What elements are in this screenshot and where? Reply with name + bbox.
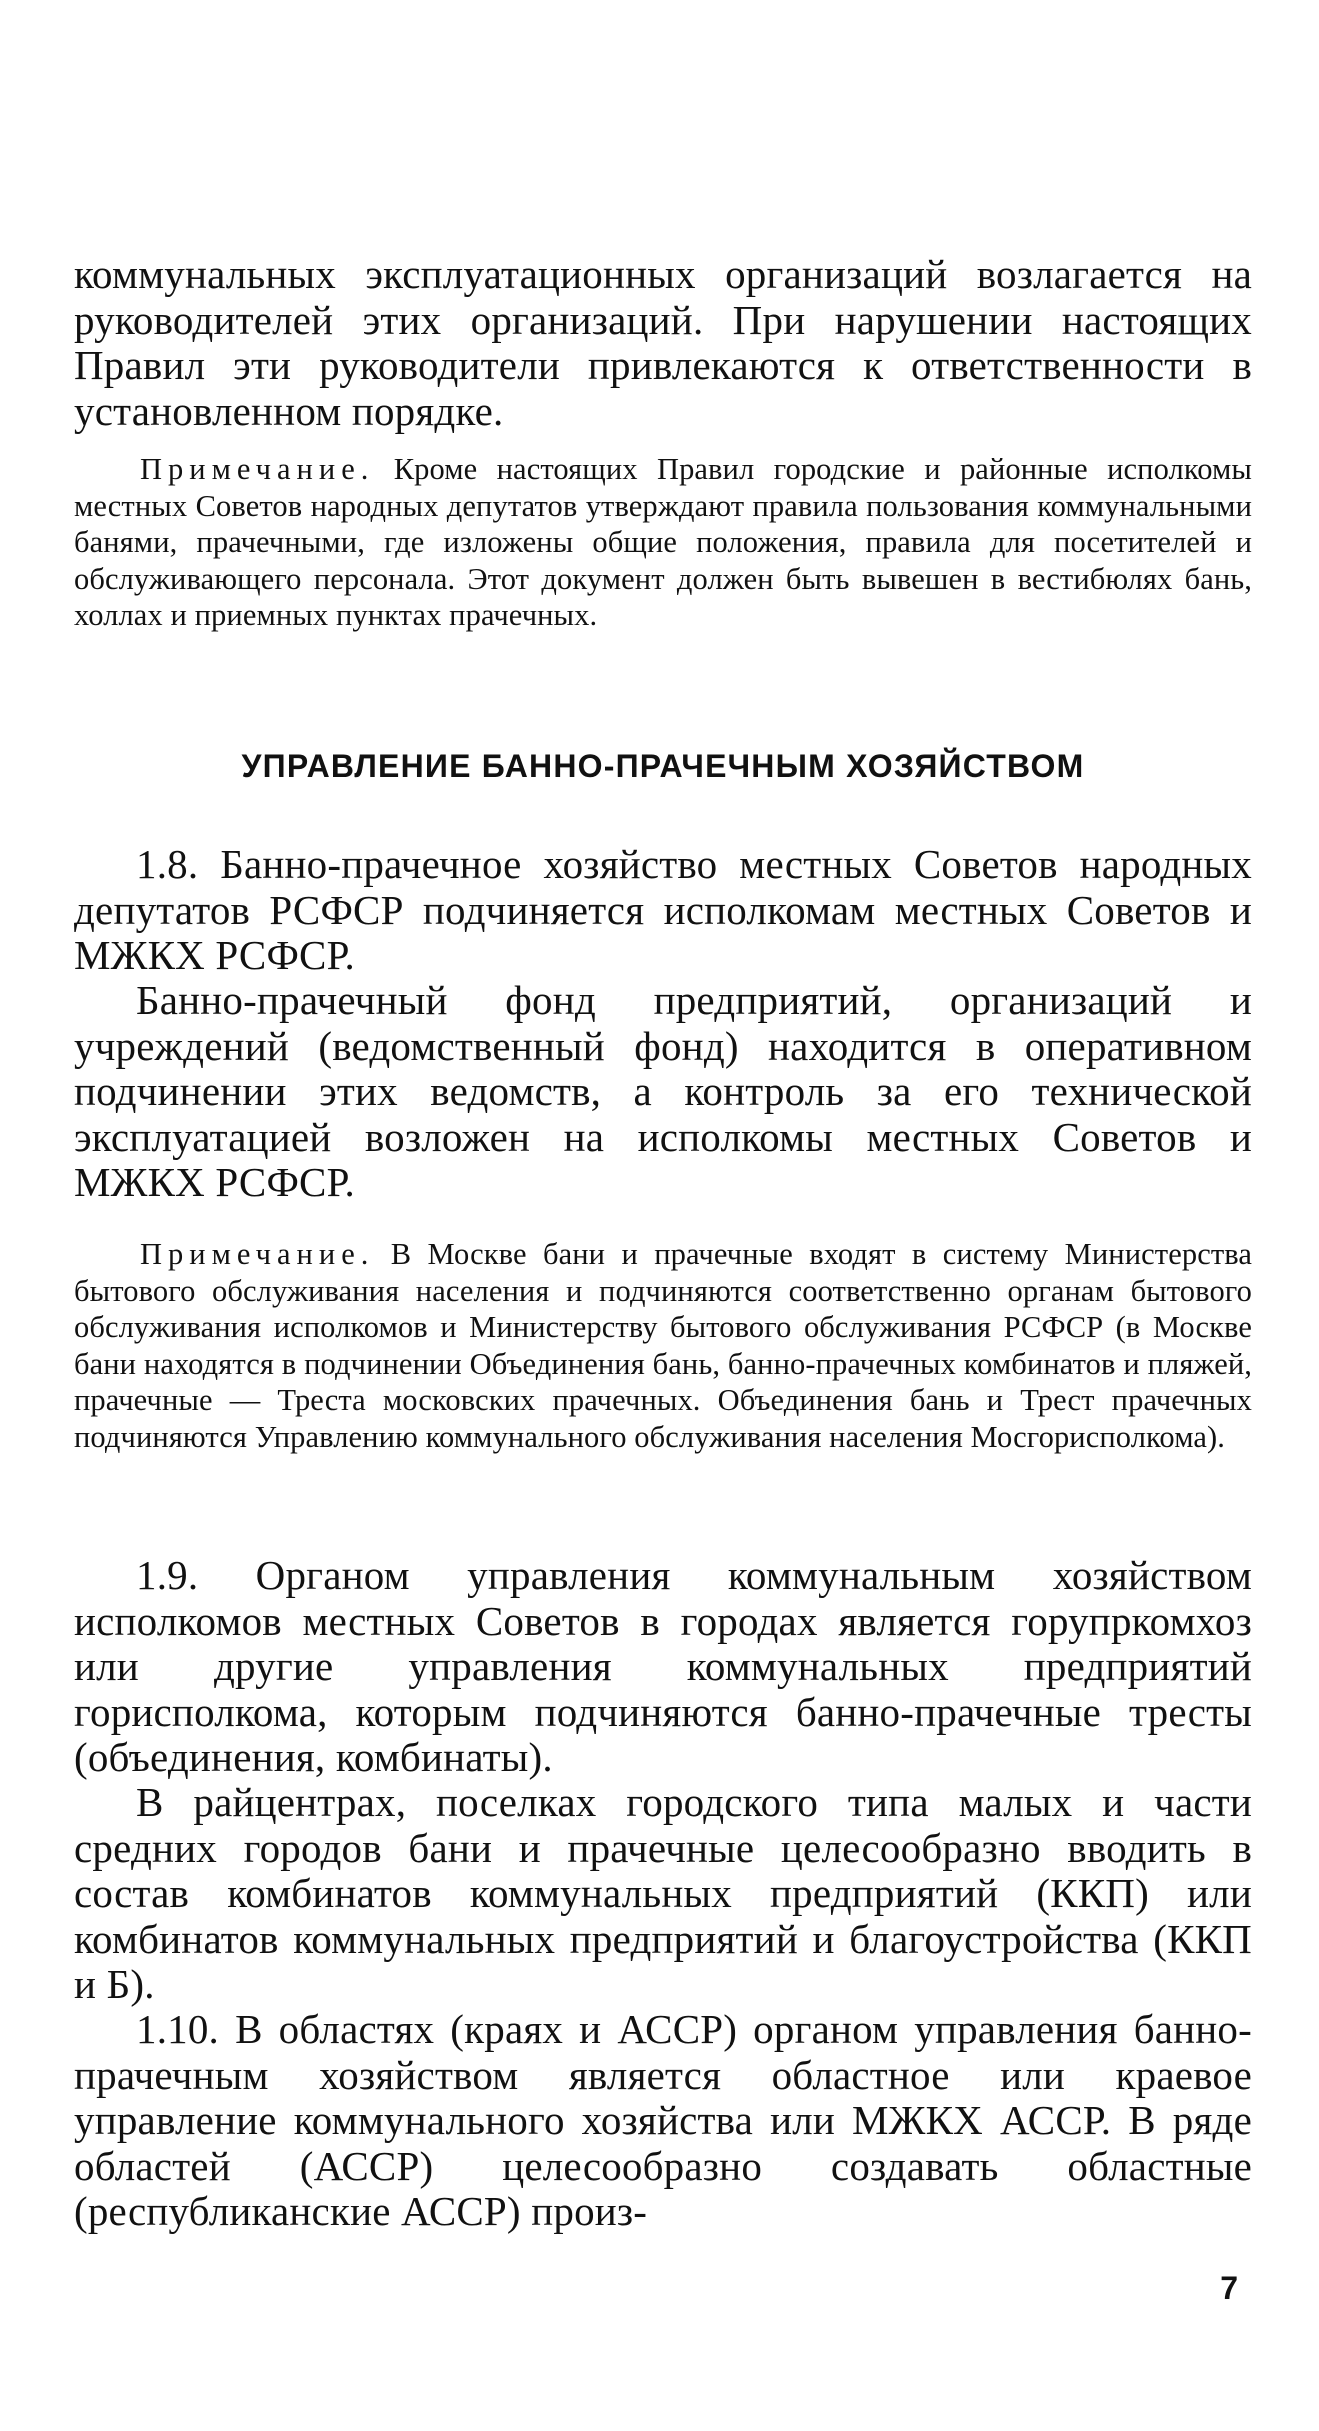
note-text: В Москве бани и прачечные входят в систему Министерства бытового обслуживания населения и подчиняются соответственно органам бытового обслуживания исполкомов и Министерству бытового обслуживания РСФСР (в Москве бани находятся в подчинении Объединения бань, банно-прачечных комбинатов и пляжей, прачечные — Треста московских прачечных. Объединения бань и Трест прачечных подчиняются Управлению коммунального обслуживания населения Мосгорисполкома).	[74, 1237, 1252, 1454]
note-visitor-rules	[74, 451, 1252, 634]
paragraph-1-8-fund: Банно-прачечный фонд предприятий, организаций и учреждений (ведомственный фонд) находится в оперативном подчинении этих ведомств, а контроль за его технической эксплуатацией возложен на исполкомы местных Советов и МЖКХ РСФСР.	[74, 977, 1252, 1206]
paragraph-responsibility: коммунальных эксплуатационных организаций возлагается на руководителей этих организаций. При нарушении настоящих Правил эти руководители привлекаются к ответственности в установленном порядке.	[74, 251, 1252, 434]
section-heading: УПРАВЛЕНИЕ БАННО-ПРАЧЕЧНЫМ ХОЗЯЙСТВОМ	[241, 748, 1085, 784]
note-text: Кроме настоящих Правил городские и районные исполкомы местных Советов народных депутатов утверждают правила пользования коммунальными банями, прачечными, где изложены общие положения, правила для посетителей и обслуживающего персонала. Этот документ должен быть вывешен в вестибюлях бань, холлах и приемных пунктах прачечных.	[74, 452, 1252, 633]
note-moscow	[74, 1236, 1252, 1456]
paragraph-1-8: 1.8. Банно-прачечное хозяйство местных Советов народных депутатов РСФСР подчиняется исполкомам местных Советов и МЖКХ РСФСР.	[74, 841, 1252, 979]
page-number: 7	[1220, 2270, 1238, 2306]
paragraph-1-9: 1.9. Органом управления коммунальным хозяйством исполкомов местных Советов в городах является горупркомхоз или другие управления коммунальных предприятий горисполкома, которым подчиняются банно-прачечные тресты (объединения, комбинаты).	[74, 1552, 1252, 1781]
note-label: Примечание.	[140, 1237, 375, 1271]
note-label: Примечание.	[140, 452, 375, 486]
paragraph-1-10: 1.10. В областях (краях и АССР) органом управления банно-прачечным хозяйством является областное или краевое управление коммунального хозяйства или МЖКХ АССР. В ряде областей (АССР) целесообразно создавать областные (республиканские АССР) произ-	[74, 2006, 1252, 2235]
paragraph-1-9-district: В райцентрах, поселках городского типа малых и части средних городов бани и прачечные целесообразно вводить в состав комбинатов коммунальных предприятий (ККП) или комбинатов коммунальных предприятий и благоустройства (ККП и Б).	[74, 1779, 1252, 2008]
